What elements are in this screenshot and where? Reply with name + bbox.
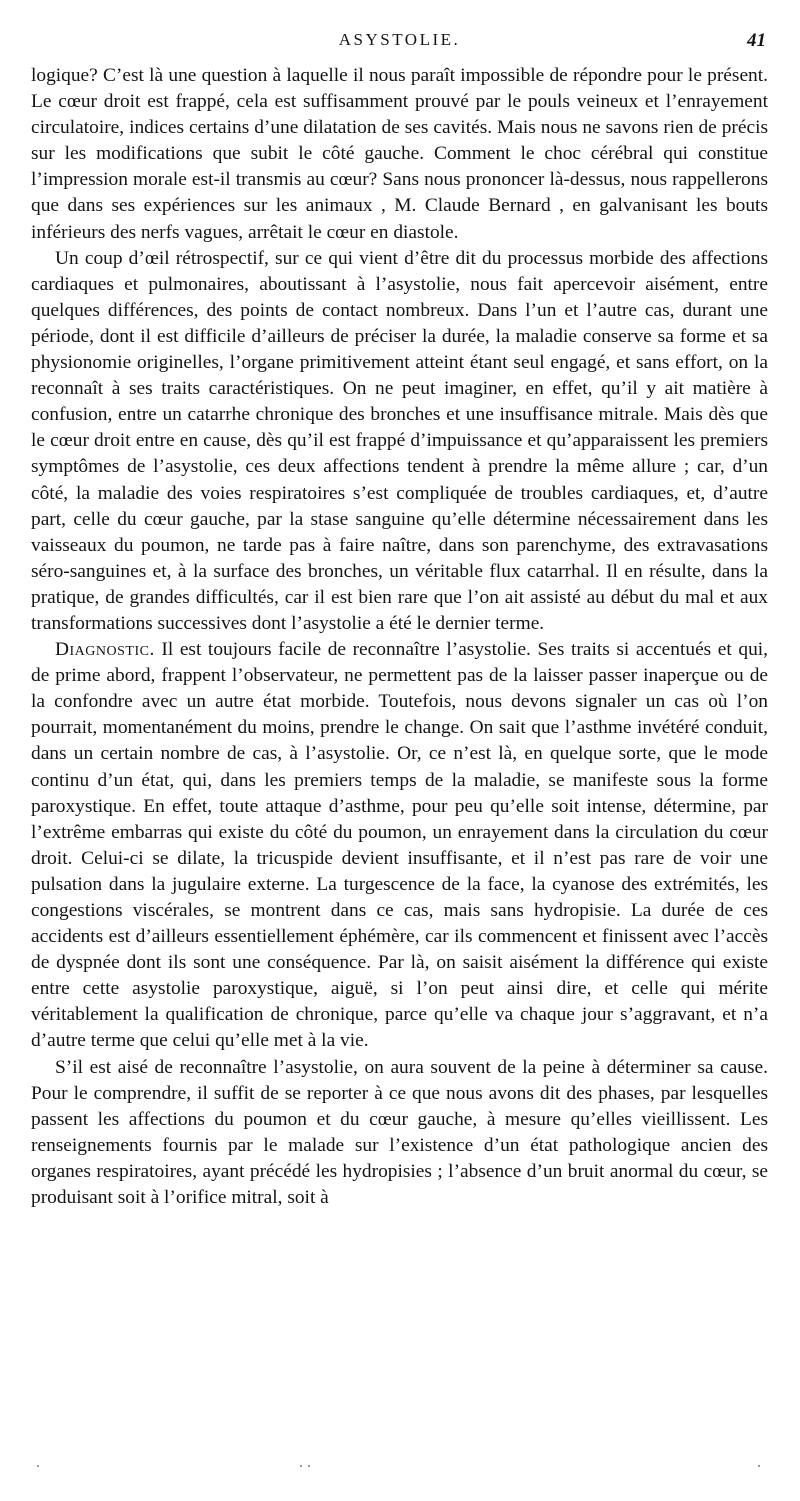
scan-speck [758,1465,760,1467]
running-head [31,30,768,56]
scan-speck [300,1465,302,1467]
paragraph-diagnostic-text: Il est toujours facile de reconnaître l’asystolie. Ses traits si accentués et qui, de prime abord, frappent l’observateur, ne permettent pas de la laisser passer inaperçue ou de la confondre avec un autre état morbide. Toutefois, nous devons signaler un cas où l’on pourrait, momentanément du moins, prendre le change. On sait que l’asthme invétéré conduit, dans un certain nombre de cas, à l’asystolie. Or, ce n’est là, en quelque sorte, que le mode continu d’un état, qui, dans les premiers temps de la maladie, se manifeste sous la forme paroxystique. En effet, toute attaque d’asthme, pour peu qu’elle soit intense, détermine, par l’extrême embarras qui existe du côté du poumon, un enrayement dans la circulation du cœur droit. Celui-ci se dilate, la tricuspide devient insuffisante, et il n’est pas rare de voir une pulsation dans la jugulaire externe. La turgescence de la face, la cyanose des extrémités, les congestions viscérales, se montrent dans ce cas, mais sans hydropisie. La durée de ces accidents est d’ailleurs essentiellement éphémère, car ils commencent et finissent avec l’accès de dyspnée dont ils sont une conséquence. Par là, on saisit aisément la différence qui existe entre cette asystolie paroxystique, aiguë, si l’on peut ainsi dire, et celle qui mérite véritablement la qualification de chronique, parce qu’elle va chaque jour s’aggravant, et n’a d’autre terme que celui qu’elle met à la vie. [31,639,768,1052]
paragraph-cause: S’il est aisé de reconnaître l’asystolie, on aura souvent de la peine à déterminer sa cause. Pour le comprendre, il suffit de se reporter à ce que nous avons dit des phases, par lesquelles passent les affections du poumon et du cœur gauche, à mesure qu’elles vieillissent. Les renseignements fournis par le malade sur l’existence d’un état pathologique ancien des organes respiratoires, ayant précédé les hydropisies ; l’absence d’un bruit anormal du cœur, se produisant soit à l’orifice mitral, soit à [31,1056,768,1209]
running-title: ASYSTOLIE. [338,30,461,49]
scan-speck [308,1465,310,1467]
body-text [31,63,768,1211]
paragraph-retrospective: Un coup d’œil rétrospectif, sur ce qui vient d’être dit du processus morbide des affections cardiaques et pulmonaires, aboutissant à l’asystolie, nous fait apercevoir aisément, entre quelques différences, des points de contact nombreux. Dans l’un et l’autre cas, durant une période, dont il est difficile d’ailleurs de préciser la durée, la maladie conserve sa forme et sa physionomie originelles, l’organe primitivement atteint étant seul engagé, et sans effort, on la reconnaît à ses traits caractéristiques. On ne peut imaginer, en effet, qu’il y ait matière à confusion, entre un catarrhe chronique des bronches et une insuffisance mitrale. Mais dès que le cœur droit entre en cause, dès qu’il est frappé d’impuissance et qu’apparaissent les premiers symptômes de l’asystolie, ces deux affections tendent à prendre la même allure ; car, d’un côté, la maladie des voies respiratoires s’est compliquée de troubles cardiaques, et, d’autre part, celle du cœur gauche, par la stase sanguine qu’elle détermine nécessairement dans les vaisseaux du poumon, ne tarde pas à faire naître, dans son parenchyme, des extravasations séro-sanguines et, à la surface des bronches, un véritable flux catarrhal. Il en résulte, dans la pratique, de grandes difficultés, car il est bien rare que l’on ait assisté au début du mal et aux transformations successives dont l’asystolie a été le dernier terme. [31,247,768,634]
scan-specks [31,1462,768,1470]
paragraph-diagnostic [31,637,768,1055]
scan-speck [37,1465,39,1467]
section-heading-diagnostic: Diagnostic. [55,639,155,661]
paragraph-continued: logique? C’est là une question à laquelle il nous paraît impossible de répondre pour le présent. Le cœur droit est frappé, cela est suffisamment prouvé par le pouls veineux et l’enrayement circulatoire, indices certains d’une dilatation de ses cavités. Mais nous ne savons rien de précis sur les modifications que subit le côté gauche. Comment le choc cérébral qui constitue l’impression morale est-il transmis au cœur? Sans nous prononcer là-dessus, nous rappellerons que dans ses expériences sur les animaux , M. Claude Bernard , en galvanisant les bouts inférieurs des nerfs vagues, arrêtait le cœur en diastole. [31,65,768,243]
page-number: 41 [747,30,766,51]
